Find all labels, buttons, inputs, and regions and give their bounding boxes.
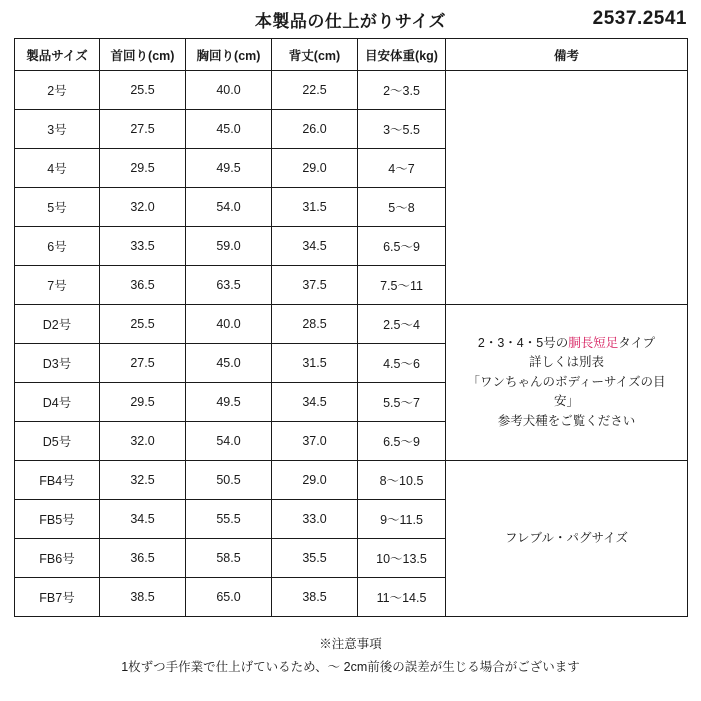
cell-weight: 6.5〜9 xyxy=(358,227,446,266)
cell-back: 34.5 xyxy=(272,227,358,266)
cell-back: 29.0 xyxy=(272,149,358,188)
cell-neck: 25.5 xyxy=(100,305,186,344)
note-accent: 胴長短足 xyxy=(568,336,619,351)
page-header xyxy=(14,0,687,38)
cell-back: 37.0 xyxy=(272,422,358,461)
note-cell-short-leg xyxy=(446,305,688,461)
note-suffix: タイプ xyxy=(618,336,656,351)
cell-back: 34.5 xyxy=(272,383,358,422)
cell-size: 5号 xyxy=(15,188,100,227)
cell-back: 22.5 xyxy=(272,71,358,110)
cell-size: FB7号 xyxy=(15,578,100,617)
column-header-back: 背丈(cm) xyxy=(272,39,358,71)
cell-chest: 45.0 xyxy=(186,110,272,149)
cell-chest: 54.0 xyxy=(186,188,272,227)
size-table xyxy=(14,38,688,617)
cell-weight: 7.5〜11 xyxy=(358,266,446,305)
cell-chest: 54.0 xyxy=(186,422,272,461)
cell-weight: 4.5〜6 xyxy=(358,344,446,383)
cell-chest: 50.5 xyxy=(186,461,272,500)
cell-back: 28.5 xyxy=(272,305,358,344)
note-line-3: 「ワンちゃんのボディーサイズの目 xyxy=(467,374,666,389)
cell-size: FB4号 xyxy=(15,461,100,500)
cell-back: 29.0 xyxy=(272,461,358,500)
cell-size: D5号 xyxy=(15,422,100,461)
table-header-row xyxy=(15,39,688,71)
note-cell-standard xyxy=(446,71,688,305)
cell-neck: 33.5 xyxy=(100,227,186,266)
cell-chest: 55.5 xyxy=(186,500,272,539)
cell-chest: 58.5 xyxy=(186,539,272,578)
column-header-size: 製品サイズ xyxy=(15,39,100,71)
cell-weight: 5〜8 xyxy=(358,188,446,227)
footer-notice xyxy=(14,633,687,678)
table-body xyxy=(15,71,688,617)
table-row xyxy=(15,71,688,110)
cell-chest: 40.0 xyxy=(186,305,272,344)
cell-neck: 32.0 xyxy=(100,188,186,227)
column-header-weight: 目安体重(kg) xyxy=(358,39,446,71)
cell-back: 26.0 xyxy=(272,110,358,149)
cell-weight: 4〜7 xyxy=(358,149,446,188)
column-header-neck: 首回り(cm) xyxy=(100,39,186,71)
cell-weight: 10〜13.5 xyxy=(358,539,446,578)
page-title: 本製品の仕上がりサイズ xyxy=(254,11,447,31)
cell-neck: 36.5 xyxy=(100,266,186,305)
note-prefix: 2・3・4・5号の xyxy=(477,336,569,351)
cell-chest: 59.0 xyxy=(186,227,272,266)
cell-weight: 11〜14.5 xyxy=(358,578,446,617)
cell-chest: 65.0 xyxy=(186,578,272,617)
cell-size: FB5号 xyxy=(15,500,100,539)
cell-size: 4号 xyxy=(15,149,100,188)
cell-size: D2号 xyxy=(15,305,100,344)
cell-neck: 27.5 xyxy=(100,344,186,383)
cell-weight: 2.5〜4 xyxy=(358,305,446,344)
cell-neck: 27.5 xyxy=(100,110,186,149)
cell-back: 33.0 xyxy=(272,500,358,539)
cell-size: FB6号 xyxy=(15,539,100,578)
column-header-chest: 胸回り(cm) xyxy=(186,39,272,71)
cell-back: 35.5 xyxy=(272,539,358,578)
cell-weight: 2〜3.5 xyxy=(358,71,446,110)
cell-weight: 3〜5.5 xyxy=(358,110,446,149)
cell-chest: 49.5 xyxy=(186,383,272,422)
note-line-1 xyxy=(446,334,687,353)
cell-weight: 5.5〜7 xyxy=(358,383,446,422)
cell-size: 6号 xyxy=(15,227,100,266)
cell-neck: 25.5 xyxy=(100,71,186,110)
table-row xyxy=(15,461,688,500)
cell-neck: 38.5 xyxy=(100,578,186,617)
cell-size: D4号 xyxy=(15,383,100,422)
table-row xyxy=(15,305,688,344)
cell-back: 31.5 xyxy=(272,344,358,383)
cell-back: 37.5 xyxy=(272,266,358,305)
cell-neck: 32.5 xyxy=(100,461,186,500)
cell-size: D3号 xyxy=(15,344,100,383)
product-code: 2537.2541 xyxy=(592,8,687,29)
note-cell-frenchbulldog: フレブル・パグサイズ xyxy=(446,461,688,617)
cell-size: 3号 xyxy=(15,110,100,149)
cell-back: 38.5 xyxy=(272,578,358,617)
footer-line-1: ※注意事項 xyxy=(319,637,382,651)
cell-chest: 40.0 xyxy=(186,71,272,110)
table-header xyxy=(15,39,688,71)
cell-size: 2号 xyxy=(15,71,100,110)
cell-neck: 34.5 xyxy=(100,500,186,539)
cell-chest: 49.5 xyxy=(186,149,272,188)
cell-neck: 29.5 xyxy=(100,149,186,188)
column-header-note: 備考 xyxy=(446,39,688,71)
cell-chest: 45.0 xyxy=(186,344,272,383)
note-line-2: 詳しくは別表 xyxy=(528,355,604,370)
cell-neck: 36.5 xyxy=(100,539,186,578)
cell-size: 7号 xyxy=(15,266,100,305)
cell-chest: 63.5 xyxy=(186,266,272,305)
footer-line-2: 1枚ずつ手作業で仕上げているため、〜 2cm前後の誤差が生じる場合がございます xyxy=(121,659,580,674)
cell-weight: 9〜11.5 xyxy=(358,500,446,539)
note-line-4: 安」 xyxy=(553,394,579,409)
cell-neck: 29.5 xyxy=(100,383,186,422)
note-line-5: 参考犬種をご覧ください xyxy=(497,413,636,428)
cell-neck: 32.0 xyxy=(100,422,186,461)
cell-weight: 6.5〜9 xyxy=(358,422,446,461)
cell-back: 31.5 xyxy=(272,188,358,227)
cell-weight: 8〜10.5 xyxy=(358,461,446,500)
